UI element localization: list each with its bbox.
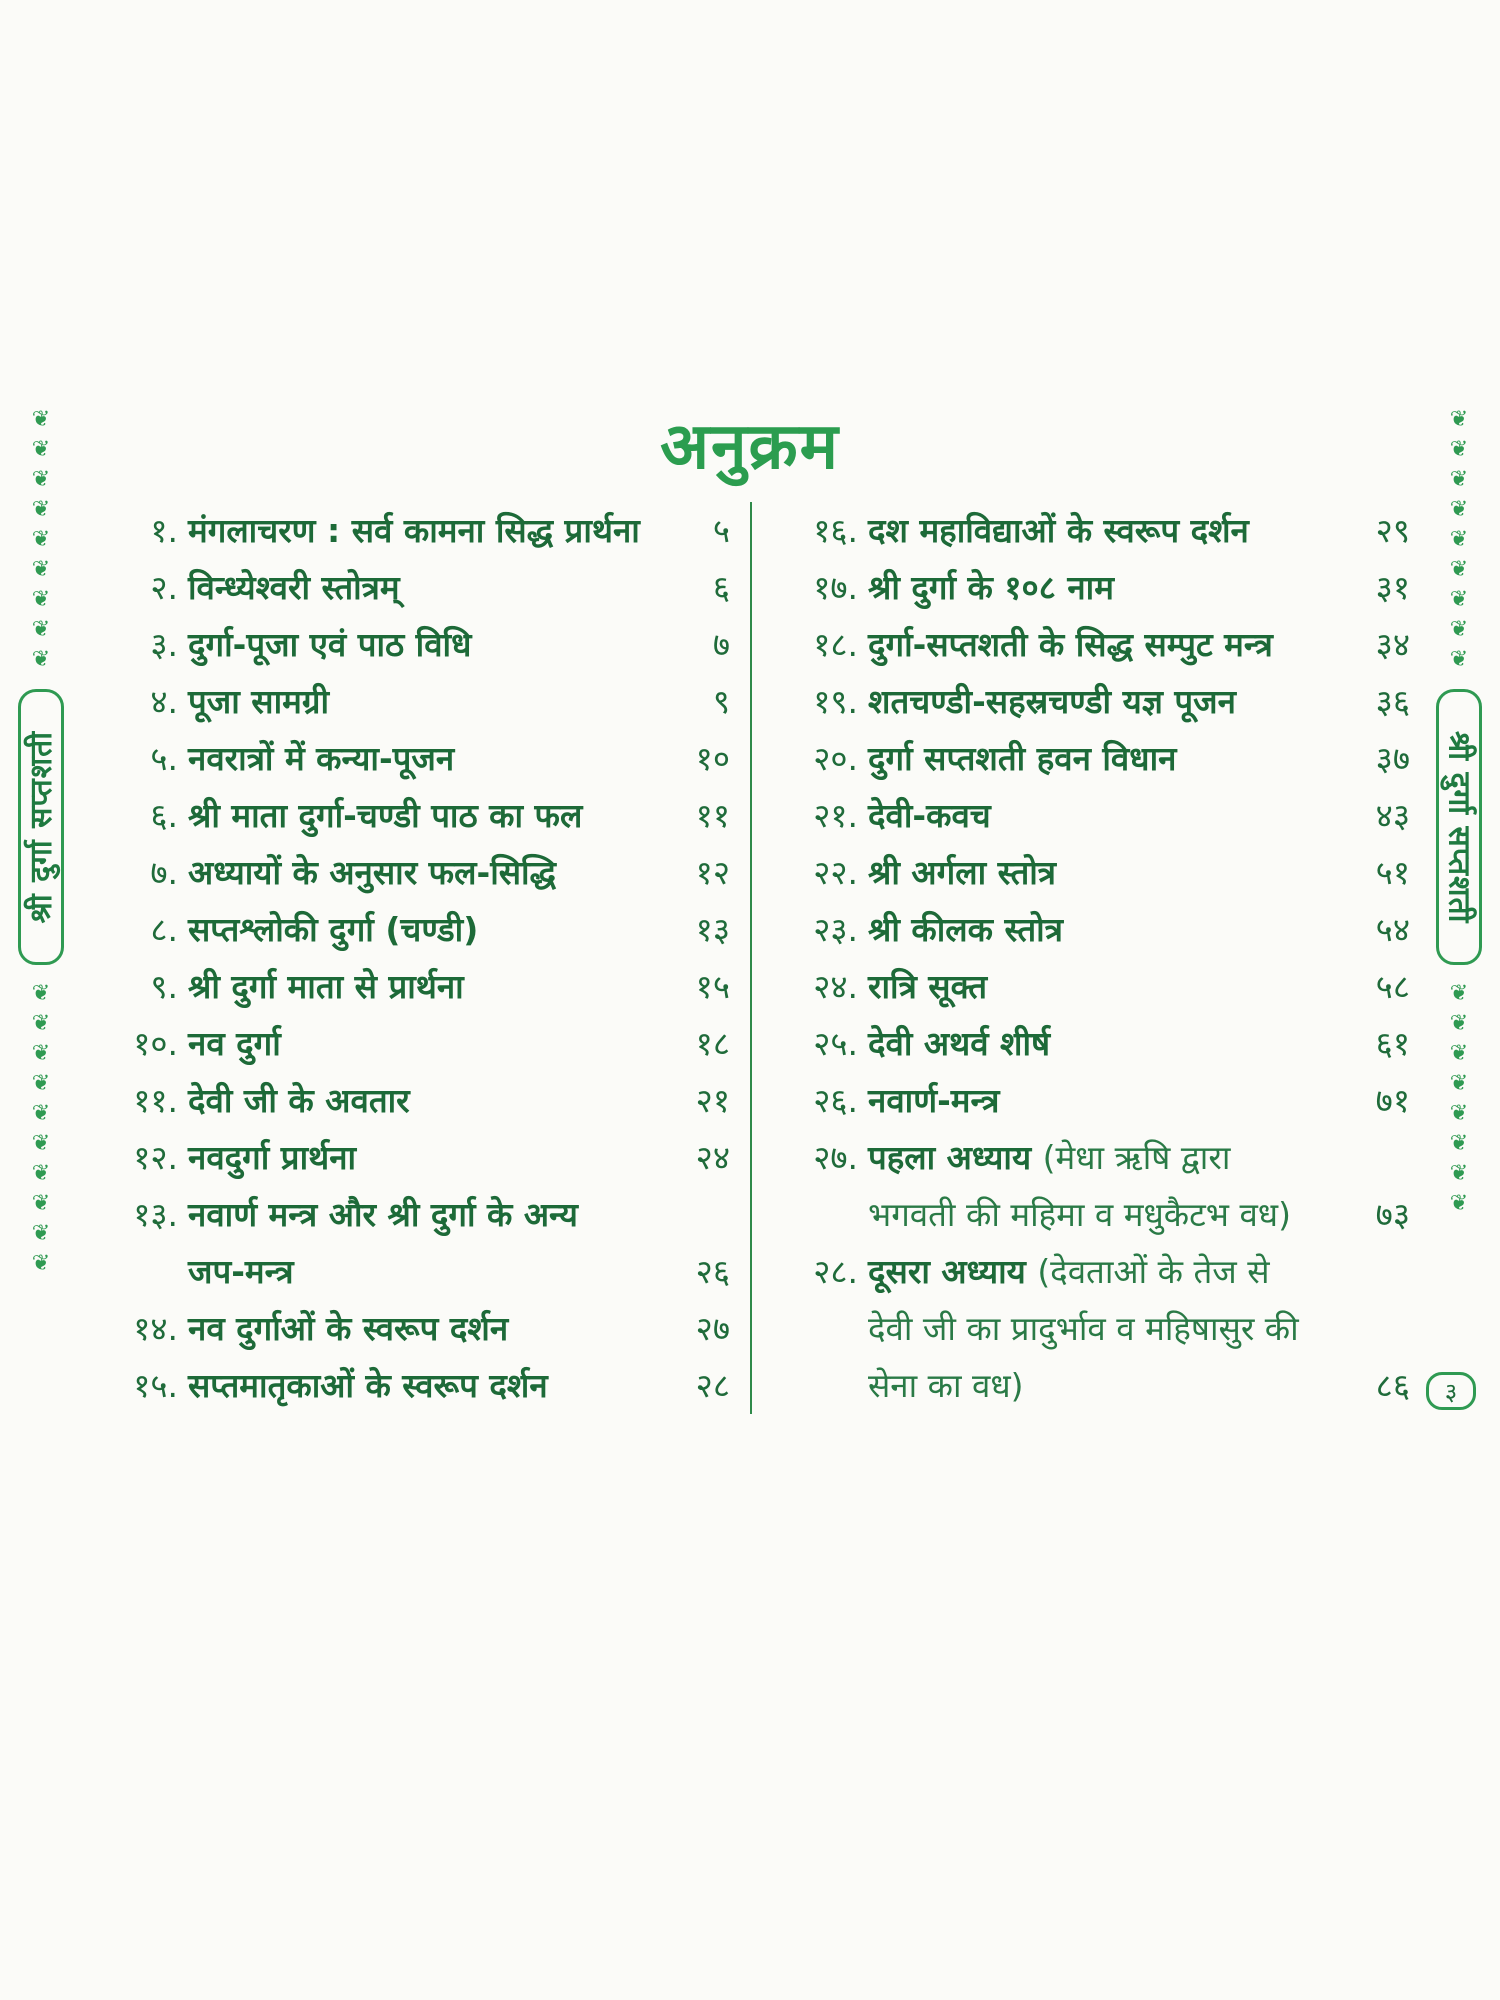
entry-page: १३ <box>695 910 730 949</box>
entry-page: ५१ <box>1375 853 1410 892</box>
entry-number: २६. <box>813 1081 858 1120</box>
toc-entry <box>90 1015 730 1072</box>
entry-title-line: नवार्ण मन्त्र और श्री दुर्गा के अन्य <box>188 1195 578 1234</box>
right-border-ornament <box>1442 405 1476 1400</box>
entry-number: १७. <box>813 568 858 607</box>
floral-ornament-icon: ❦ <box>31 497 51 522</box>
entry-title: दश महाविद्याओं के स्वरूप दर्शन <box>868 511 1249 550</box>
entry-page: २१ <box>695 1081 730 1120</box>
entry-number: ८. <box>150 910 178 949</box>
floral-ornament-icon: ❦ <box>1449 617 1469 642</box>
entry-title: रात्रि सूक्त <box>868 967 988 1006</box>
toc-entry <box>770 844 1410 901</box>
floral-ornament-icon: ❦ <box>1449 437 1469 462</box>
entry-title: श्री दुर्गा के १०८ नाम <box>868 568 1114 607</box>
page-title: अनुक्रम <box>660 409 840 484</box>
toc-entry <box>90 1072 730 1129</box>
entry-number: ९. <box>150 967 178 1006</box>
floral-ornament-icon: ❦ <box>31 981 51 1006</box>
floral-ornament-icon: ❦ <box>31 1161 51 1186</box>
entry-page: ४३ <box>1375 796 1410 835</box>
entry-page: ३७ <box>1375 739 1410 778</box>
floral-ornament-icon: ❦ <box>1449 1131 1469 1156</box>
entry-page: १५ <box>695 967 730 1006</box>
entry-title: श्री माता दुर्गा-चण्डी पाठ का फल <box>188 796 583 835</box>
entry-page: ५८ <box>1375 967 1410 1006</box>
entry-number: २२. <box>813 853 858 892</box>
entry-number: २५. <box>813 1024 858 1063</box>
floral-ornament-icon: ❦ <box>31 1191 51 1216</box>
entry-number: १३. <box>133 1195 178 1234</box>
toc-entry <box>770 730 1410 787</box>
entry-title: देवी-कवच <box>868 796 991 835</box>
entry-number: १८. <box>813 625 858 664</box>
entry-number: २७. <box>813 1138 858 1177</box>
toc-entry <box>90 1357 730 1414</box>
entry-title-continuation: भगवती की महिमा व मधुकैटभ वध) <box>868 1195 1291 1234</box>
page-number-badge <box>1426 1372 1476 1410</box>
entry-page: ७ <box>712 625 730 664</box>
entry-title: शतचण्डी-सहस्रचण्डी यज्ञ पूजन <box>868 682 1236 721</box>
entry-number: ११. <box>133 1081 178 1120</box>
entry-page <box>1340 1129 1410 1243</box>
entry-title: नवदुर्गा प्रार्थना <box>188 1138 357 1177</box>
entry-page: १८ <box>695 1024 730 1063</box>
ornament-group-bottom <box>1450 979 1468 1219</box>
entry-page-value: ७३ <box>1375 1195 1410 1234</box>
entry-title-continuation: जप-मन्त्र <box>188 1252 294 1291</box>
entry-number: ७. <box>150 853 178 892</box>
floral-ornament-icon: ❦ <box>1449 1041 1469 1066</box>
entry-title: नव दुर्गाओं के स्वरूप दर्शन <box>188 1309 509 1348</box>
entry-title <box>868 1129 1340 1243</box>
entry-title: दुर्गा सप्तशती हवन विधान <box>868 739 1177 778</box>
toc-entry <box>90 1300 730 1357</box>
floral-ornament-icon: ❦ <box>1449 981 1469 1006</box>
toc-entry <box>770 958 1410 1015</box>
toc-entry <box>770 616 1410 673</box>
entry-title-main: दूसरा अध्याय <box>868 1252 1026 1291</box>
entry-title: श्री अर्गला स्तोत्र <box>868 853 1057 892</box>
entry-number: २३. <box>813 910 858 949</box>
floral-ornament-icon: ❦ <box>1449 407 1469 432</box>
floral-ornament-icon: ❦ <box>31 647 51 672</box>
floral-ornament-icon: ❦ <box>31 1131 51 1156</box>
floral-ornament-icon: ❦ <box>31 407 51 432</box>
entry-page: ३४ <box>1375 625 1410 664</box>
toc-entry <box>770 787 1410 844</box>
entry-number: ५. <box>150 739 178 778</box>
entry-page: २९ <box>1375 511 1410 550</box>
entry-number: २८. <box>813 1252 858 1291</box>
spine-label-box <box>18 689 64 965</box>
floral-ornament-icon: ❦ <box>31 527 51 552</box>
entry-page: ५ <box>712 511 730 550</box>
entry-page: २८ <box>695 1366 730 1405</box>
toc-entry <box>90 787 730 844</box>
entry-title: मंगलाचरण : सर्व कामना सिद्ध प्रार्थना <box>188 511 640 550</box>
entry-page: १० <box>695 739 730 778</box>
ornament-group-bottom <box>32 979 50 1279</box>
floral-ornament-icon: ❦ <box>31 1221 51 1246</box>
entry-number: १९. <box>813 682 858 721</box>
entry-page: ५४ <box>1375 910 1410 949</box>
toc-entry <box>90 730 730 787</box>
entry-page: ६१ <box>1375 1024 1410 1063</box>
toc-entry <box>90 1186 730 1300</box>
entry-number: २१. <box>813 796 858 835</box>
entry-page: ३६ <box>1375 682 1410 721</box>
entry-number: १०. <box>133 1024 178 1063</box>
floral-ornament-icon: ❦ <box>1449 497 1469 522</box>
entry-number: २०. <box>813 739 858 778</box>
floral-ornament-icon: ❦ <box>31 1251 51 1276</box>
entry-subtitle: (मेधा ऋषि द्वारा <box>1042 1138 1231 1177</box>
floral-ornament-icon: ❦ <box>1449 1161 1469 1186</box>
toc-entry <box>770 1015 1410 1072</box>
entry-title: दुर्गा-सप्तशती के सिद्ध सम्पुट मन्त्र <box>868 625 1273 664</box>
toc-entry <box>90 958 730 1015</box>
floral-ornament-icon: ❦ <box>31 557 51 582</box>
entry-title: श्री दुर्गा माता से प्रार्थना <box>188 967 464 1006</box>
entry-number: २. <box>150 568 178 607</box>
entry-title-continuation: देवी जी का प्रादुर्भाव व महिषासुर की <box>868 1309 1299 1348</box>
toc-entry <box>770 559 1410 616</box>
floral-ornament-icon: ❦ <box>1449 527 1469 552</box>
toc-entry <box>770 1072 1410 1129</box>
toc-entry <box>90 673 730 730</box>
toc-column-left <box>90 502 752 1414</box>
spine-label-box <box>1436 689 1482 965</box>
entry-title: देवी जी के अवतार <box>188 1081 410 1120</box>
entry-title: देवी अथर्व शीर्ष <box>868 1024 1051 1063</box>
floral-ornament-icon: ❦ <box>1449 1011 1469 1036</box>
floral-ornament-icon: ❦ <box>1449 557 1469 582</box>
entry-number: १६. <box>813 511 858 550</box>
floral-ornament-icon: ❦ <box>1449 1101 1469 1126</box>
entry-number: १५. <box>133 1366 178 1405</box>
entry-number: ६. <box>150 796 178 835</box>
entry-title <box>188 1186 660 1300</box>
table-of-contents <box>90 502 1410 1414</box>
entry-number: १२. <box>133 1138 178 1177</box>
spine-title: श्री दुर्गा सप्तशती <box>1441 730 1477 924</box>
entry-title-continuation: सेना का वध) <box>868 1366 1024 1405</box>
entry-title-main: पहला अध्याय <box>868 1138 1032 1177</box>
left-border-ornament <box>24 405 58 1400</box>
floral-ornament-icon: ❦ <box>31 1011 51 1036</box>
entry-number: ४. <box>150 682 178 721</box>
entry-number: ३. <box>150 625 178 664</box>
entry-subtitle: (देवताओं के तेज से <box>1037 1252 1270 1291</box>
toc-entry <box>90 1129 730 1186</box>
entry-page: ३१ <box>1375 568 1410 607</box>
floral-ornament-icon: ❦ <box>31 1071 51 1096</box>
floral-ornament-icon: ❦ <box>31 617 51 642</box>
entry-title: अध्यायों के अनुसार फल-सिद्धि <box>188 853 556 892</box>
entry-page <box>1340 1243 1410 1414</box>
entry-page: ७१ <box>1375 1081 1410 1120</box>
entry-title: पूजा सामग्री <box>188 682 330 721</box>
entry-page: २४ <box>695 1138 730 1177</box>
entry-page: १२ <box>695 853 730 892</box>
entry-page: ६ <box>712 568 730 607</box>
page-number: ३ <box>1444 1377 1458 1406</box>
floral-ornament-icon: ❦ <box>31 467 51 492</box>
floral-ornament-icon: ❦ <box>1449 467 1469 492</box>
toc-entry <box>770 673 1410 730</box>
entry-title: नवरात्रों में कन्या-पूजन <box>188 739 455 778</box>
entry-title: नवार्ण-मन्त्र <box>868 1081 1000 1120</box>
toc-entry <box>90 502 730 559</box>
entry-page-value: २६ <box>695 1252 730 1291</box>
entry-title: सप्तश्लोकी दुर्गा (चण्डी) <box>188 910 479 949</box>
entry-title: सप्तमातृकाओं के स्वरूप दर्शन <box>188 1366 548 1405</box>
toc-entry <box>770 1243 1410 1414</box>
entry-page: ९ <box>712 682 730 721</box>
toc-entry <box>90 616 730 673</box>
entry-title: दुर्गा-पूजा एवं पाठ विधि <box>188 625 472 664</box>
entry-number: १४. <box>133 1309 178 1348</box>
floral-ornament-icon: ❦ <box>31 1101 51 1126</box>
entry-title <box>868 1243 1340 1414</box>
floral-ornament-icon: ❦ <box>1449 1191 1469 1216</box>
floral-ornament-icon: ❦ <box>1449 647 1469 672</box>
entry-page <box>660 1186 730 1300</box>
entry-title: नव दुर्गा <box>188 1024 281 1063</box>
toc-entry <box>90 844 730 901</box>
entry-title: श्री कीलक स्तोत्र <box>868 910 1063 949</box>
toc-entry <box>770 502 1410 559</box>
floral-ornament-icon: ❦ <box>31 437 51 462</box>
entry-number: १. <box>150 511 178 550</box>
floral-ornament-icon: ❦ <box>1449 587 1469 612</box>
floral-ornament-icon: ❦ <box>31 587 51 612</box>
entry-page-value: ८६ <box>1375 1366 1410 1405</box>
toc-entry <box>770 1129 1410 1243</box>
floral-ornament-icon: ❦ <box>1449 1071 1469 1096</box>
floral-ornament-icon: ❦ <box>31 1041 51 1066</box>
spine-title: श्री दुर्गा सप्तशती <box>23 730 59 924</box>
entry-number: २४. <box>813 967 858 1006</box>
toc-entry <box>90 559 730 616</box>
toc-column-right <box>752 502 1410 1414</box>
entry-page: २७ <box>695 1309 730 1348</box>
toc-entry <box>90 901 730 958</box>
entry-title: विन्ध्येश्वरी स्तोत्रम् <box>188 568 400 607</box>
entry-page: ११ <box>695 796 730 835</box>
toc-entry <box>770 901 1410 958</box>
